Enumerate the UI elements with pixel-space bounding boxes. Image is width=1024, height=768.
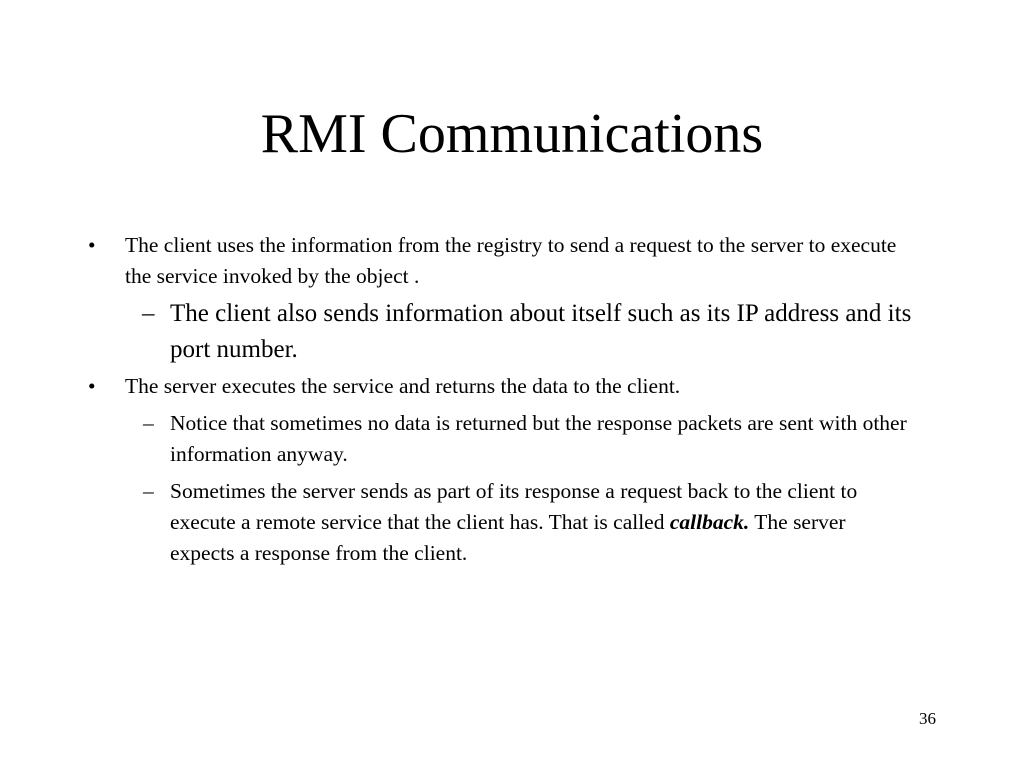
callback-keyword: callback. [669,510,750,534]
sub-bullet-text-before: Sometimes the server sends as part of its response a request back to the client to execute a remote service that the client has. That is called [170,479,858,534]
bullet-marker: • [88,233,96,257]
slide-title: RMI Communications [260,103,764,165]
bullet-text: The server executes the service and returns the data to the client. [125,374,681,398]
bullet-text: The client uses the information from the registry to send a request to the server to execute the service invoked by the object . [125,233,897,288]
sub-bullet-text: Notice that sometimes no data is returned but the response packets are sent with other information anyway. [170,411,907,466]
sub-bullet-text: The client also sends information about itself such as its IP address and its port number. [170,300,912,363]
sub-bullet-marker: – [143,479,154,503]
sub-bullet-marker: – [143,411,154,435]
sub-bullet-text-after: The server expects a response from the client. [170,510,846,565]
sub-bullet-marker: – [142,300,155,327]
bullet-marker: • [88,374,96,398]
sub-bullet-text [170,476,915,569]
page-number: 36 [919,709,936,728]
